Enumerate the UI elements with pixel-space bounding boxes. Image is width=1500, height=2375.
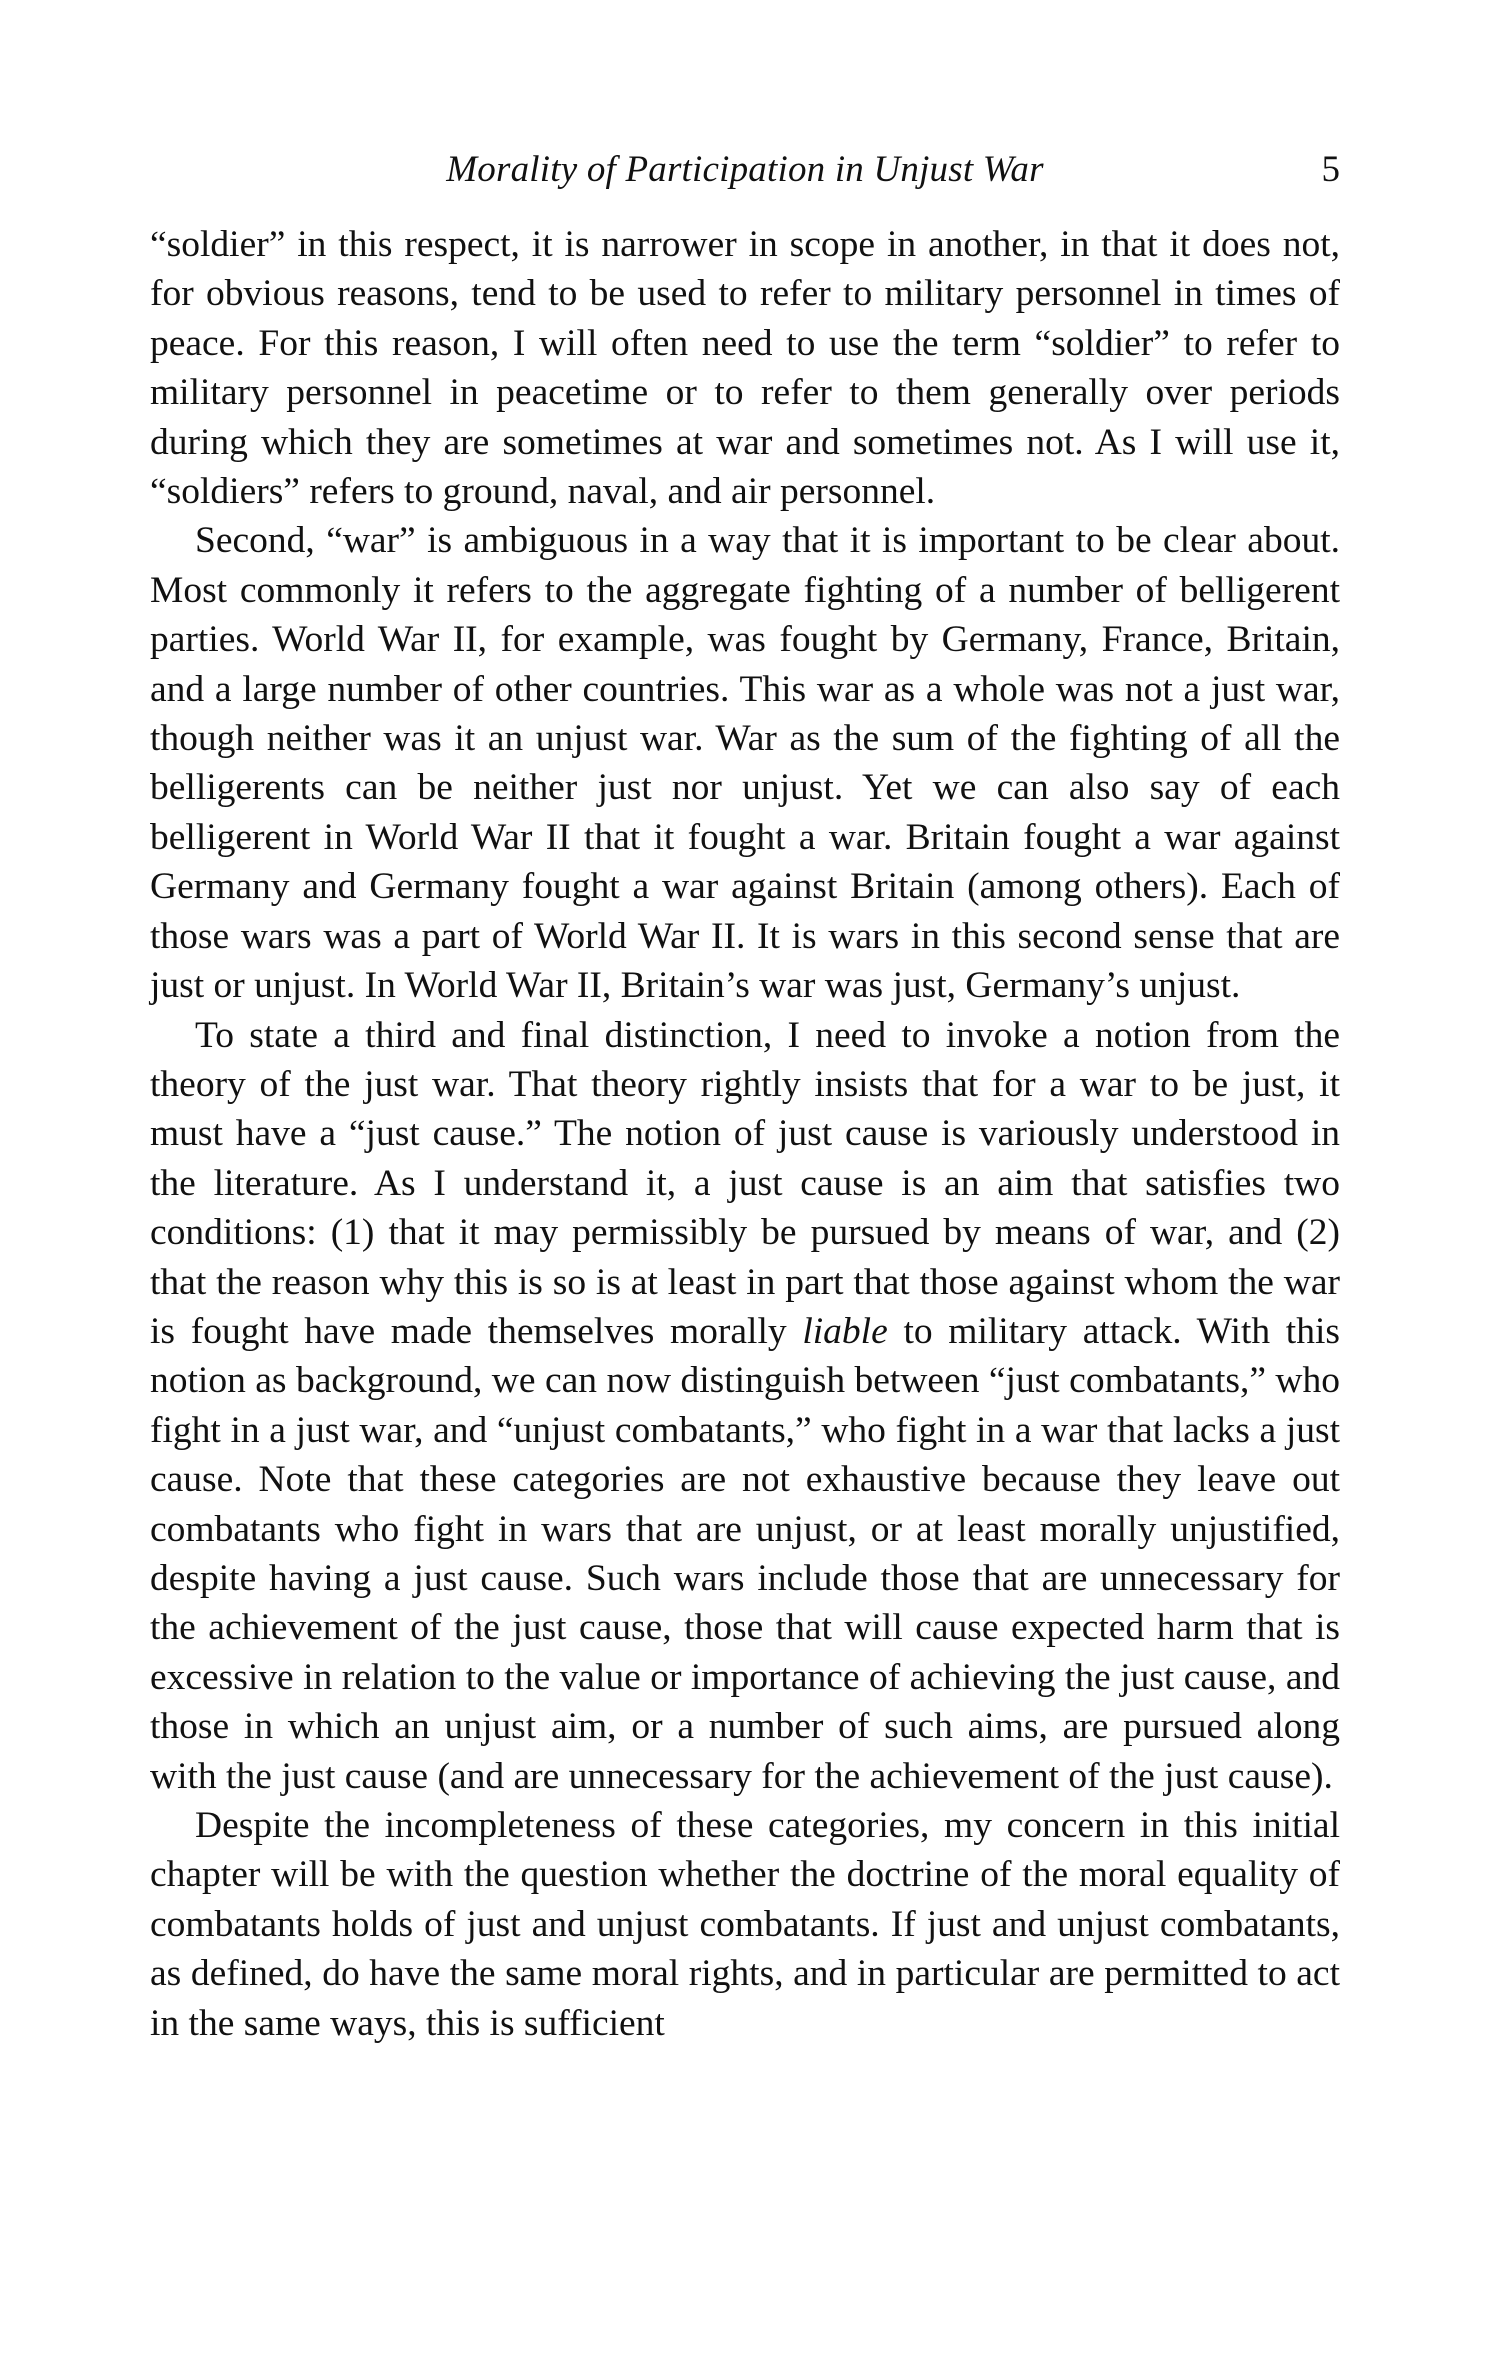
paragraph-moral-equality: Despite the incompleteness of these categories, my concern in this initial chapter will be with the question whether the doctrine of the moral equality of combatants holds of just and unjust combatants. If just and unjust combatants, as defined, do have the same moral rights, and in particular are permitted to act in the same ways, this is sufficient	[150, 1805, 1340, 2044]
body-text	[150, 220, 1340, 2048]
running-header	[150, 140, 1340, 200]
paragraph-continuation: “soldier” in this respect, it is narrower in scope in another, in that it does not, for obvious reasons, tend to be used to refer to military personnel in times of peace. For this reason, I will often need to use the term “soldier” to refer to military personnel in peacetime or to refer to them generally over periods during which they are sometimes at war and sometimes not. As I will use it, “soldiers” refers to ground, naval, and air personnel.	[150, 224, 1340, 513]
page-number: 5	[1321, 149, 1340, 190]
emphasized-word: liable	[802, 1310, 888, 1352]
paragraph-text-segment: To state a third and final distinction, I need to invoke a notion from the theory of the just war. That theory rightly insists that for a war to be just, it must have a “just cause.” The notion of just cause is variously understood in the literature. As I understand it, a just cause is an aim that satisfies two conditions: (1) that it may permissibly be pursued by means of war, and (2) that the reason why this is so is at least in part that those against whom the war is fought have made themselves morally	[150, 1014, 1340, 1352]
book-page	[150, 140, 1340, 2048]
running-title: Morality of Participation in Unjust War	[446, 149, 1044, 190]
paragraph-just-cause	[150, 1011, 1340, 1802]
paragraph-war-ambiguity: Second, “war” is ambiguous in a way that it is important to be clear about. Most commonly it refers to the aggregate fighting of a number of belligerent parties. World War II, for example, was fought by Germany, France, Britain, and a large number of other countries. This war as a whole was not a just war, though neither was it an unjust war. War as the sum of the fighting of all the belligerents can be neither just nor unjust. Yet we can also say of each belligerent in World War II that it fought a war. Britain fought a war against Germany and Germany fought a war against Britain (among others). Each of those wars was a part of World War II. It is wars in this second sense that are just or unjust. In World War II, Britain’s war was just, Germany’s unjust.	[150, 520, 1340, 1007]
paragraph-text-segment: to military attack. With this notion as background, we can now distinguish between “just combatants,” who fight in a just war, and “unjust combatants,” who fight in a war that lacks a just cause. Note that these categories are not exhaustive because they leave out combatants who fight in wars that are unjust, or at least morally unjustified, despite having a just cause. Such wars include those that are unnecessary for the achievement of the just cause, those that will cause expected harm that is excessive in relation to the value or importance of achieving the just cause, and those in which an unjust aim, or a number of such aims, are pursued along with the just cause (and are unnecessary for the achievement of the just cause).	[150, 1310, 1340, 1797]
